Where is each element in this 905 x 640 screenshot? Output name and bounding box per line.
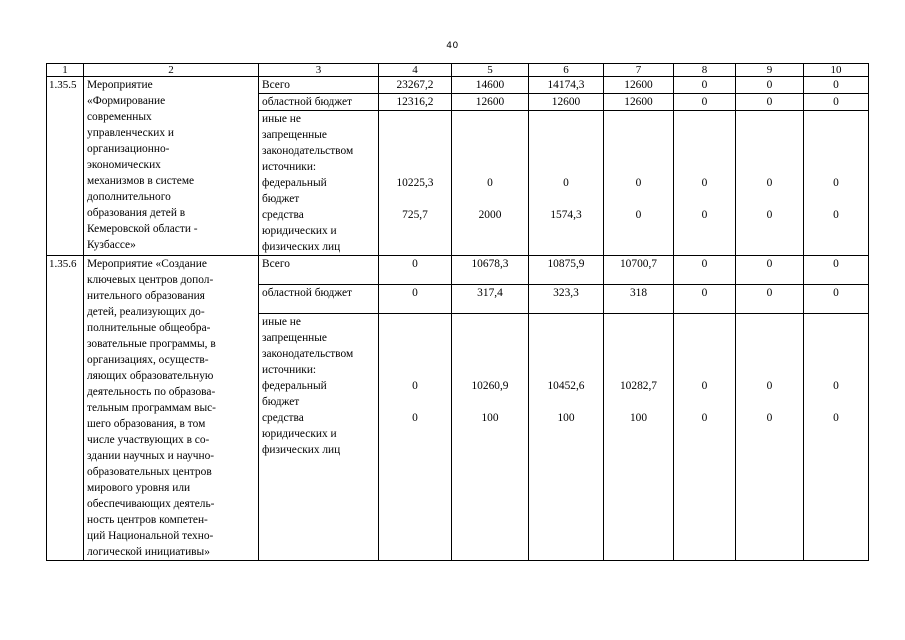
legal-entities-value: 0 [833,411,839,424]
description-line: деятельность по образова- [87,386,216,398]
other-sources-cell [452,313,529,560]
description-line: ключевых центров допол- [87,274,214,286]
federal-value: 0 [412,379,418,392]
source-label-other [259,313,379,560]
regional-value: 0 [674,94,736,111]
source-label-line: законодательством [262,145,354,157]
legal-entities-value: 0 [766,411,773,424]
source-label-line: физических лиц [262,241,341,253]
description-line: тельным программам выс- [87,402,216,414]
federal-value: 0 [563,177,569,189]
federal-value: 10225,3 [396,177,434,189]
header-cell: 6 [529,64,604,77]
source-label-line: запрещенные [262,331,327,344]
source-label-line: бюджет [262,193,300,205]
description-line: Кемеровской области - [87,223,198,235]
regional-value: 0 [674,284,736,313]
description-line: механизмов в системе [87,175,195,187]
description-line: числе участвующих в со- [87,434,210,446]
source-label-line: федеральный [262,379,327,392]
legal-entities-value: 0 [701,411,708,424]
other-sources-cell [736,111,804,256]
total-value: 12600 [604,77,674,94]
description-line: дополнительного [87,191,171,203]
source-label-line: федеральный [262,177,327,189]
source-label-total: Всего [259,77,379,94]
total-value: 10678,3 [452,256,529,285]
description-line: детей, реализующих до- [87,306,205,318]
total-value: 0 [736,77,804,94]
description-line: Кузбассе» [87,239,136,251]
description-line: полнительные общеобра- [87,322,211,334]
source-label-regional: областной бюджет [259,284,379,313]
header-cell: 9 [736,64,804,77]
source-label-line: законодательством [262,347,354,360]
federal-value: 10282,7 [619,379,658,392]
legal-entities-value: 0 [701,209,708,221]
federal-value: 0 [766,379,773,392]
other-sources-cell [736,313,804,560]
legal-entities-value: 725,7 [402,209,428,221]
total-value: 0 [804,77,869,94]
other-sources-cell [529,111,604,256]
other-sources-cell [604,313,674,560]
federal-value: 0 [833,379,839,392]
federal-value: 10452,6 [547,379,585,392]
federal-value: 0 [766,177,773,189]
description-line: мирового уровня или [87,482,191,494]
header-cell: 3 [259,64,379,77]
regional-value: 12600 [529,94,604,111]
legal-entities-value: 0 [635,209,642,221]
other-sources-cell [674,313,736,560]
federal-value: 0 [833,177,839,189]
header-cell: 8 [674,64,736,77]
source-label-line: юридических и [262,225,337,237]
regional-value: 0 [736,94,804,111]
total-value: 0 [804,256,869,285]
description-line: нительного образования [87,290,205,302]
description-line: логической инициативы» [87,546,210,558]
other-sources-cell [529,313,604,560]
description-line: здании научных и научно- [87,450,215,462]
regional-value: 0 [804,94,869,111]
total-value: 10875,9 [529,256,604,285]
total-value: 14600 [452,77,529,94]
regional-value: 0 [804,284,869,313]
activity-description [84,77,259,256]
legal-entities-value: 100 [629,411,648,424]
source-label-line: юридических и [262,427,337,440]
description-line: современных [87,111,152,123]
federal-value: 0 [635,177,642,189]
total-value: 10700,7 [604,256,674,285]
description-line: обеспечивающих деятель- [87,498,215,510]
description-line: ций Национальной техно- [87,530,214,542]
regional-value: 318 [604,284,674,313]
other-sources-cell [379,111,452,256]
activity-description [84,256,259,561]
description-line: ляющих образовательную [87,370,214,382]
page-number: 40 [446,41,459,51]
budget-table [46,63,869,561]
other-sources-cell [674,111,736,256]
source-label-total: Всего [259,256,379,285]
total-value: 0 [736,256,804,285]
regional-value: 12600 [452,94,529,111]
description-line: «Формирование [87,95,166,107]
total-value: 0 [674,77,736,94]
description-line: Мероприятие [87,79,153,91]
item-number: 1.35.6 [47,256,84,561]
source-label-line: запрещенные [262,129,327,141]
description-line: образования детей в [87,207,186,219]
description-line: шего образования, в том [87,418,206,430]
description-line: управленческих и [87,127,174,139]
item-number: 1.35.5 [47,77,84,256]
description-line: экономических [87,159,161,171]
other-sources-cell [804,313,869,560]
source-label-line: иные не [262,315,301,328]
table-row [47,256,869,285]
source-label-line: средства [262,209,304,221]
source-label-line: источники: [262,161,317,173]
header-cell: 4 [379,64,452,77]
regional-value: 323,3 [529,284,604,313]
federal-value: 0 [701,379,708,392]
legal-entities-value: 0 [833,209,839,221]
other-sources-cell [379,313,452,560]
header-cell: 7 [604,64,674,77]
federal-value: 10260,9 [471,379,509,392]
description-line: организациях, осуществ- [87,354,209,366]
legal-entities-value: 0 [766,209,773,221]
source-label-line: средства [262,411,304,424]
legal-entities-value: 1574,3 [550,209,582,221]
legal-entities-value: 100 [481,411,499,424]
source-label-line: бюджет [262,395,300,408]
description-line: образовательных центров [87,466,212,478]
header-row [47,64,869,77]
source-label-other [259,111,379,256]
other-sources-cell [804,111,869,256]
header-cell: 2 [84,64,259,77]
total-value: 14174,3 [529,77,604,94]
regional-value: 0 [736,284,804,313]
regional-value: 12316,2 [379,94,452,111]
description-line: организационно- [87,143,170,155]
header-cell: 5 [452,64,529,77]
federal-value: 0 [701,177,708,189]
description-line: ность центров компетен- [87,514,208,526]
total-value: 23267,2 [379,77,452,94]
source-label-line: источники: [262,363,317,376]
source-label-line: иные не [262,113,301,125]
table-row [47,77,869,94]
other-sources-cell [452,111,529,256]
source-label-regional: областной бюджет [259,94,379,111]
source-label-line: физических лиц [262,443,341,456]
description-line: Мероприятие «Создание [87,258,207,270]
description-line: зовательные программы, в [87,338,216,350]
other-sources-cell [604,111,674,256]
header-cell: 1 [47,64,84,77]
federal-value: 0 [487,177,493,189]
total-value: 0 [674,256,736,285]
regional-value: 12600 [604,94,674,111]
regional-value: 317,4 [452,284,529,313]
legal-entities-value: 0 [412,411,418,424]
regional-value: 0 [379,284,452,313]
header-cell: 10 [804,64,869,77]
total-value: 0 [379,256,452,285]
legal-entities-value: 2000 [478,209,502,221]
legal-entities-value: 100 [557,411,575,424]
